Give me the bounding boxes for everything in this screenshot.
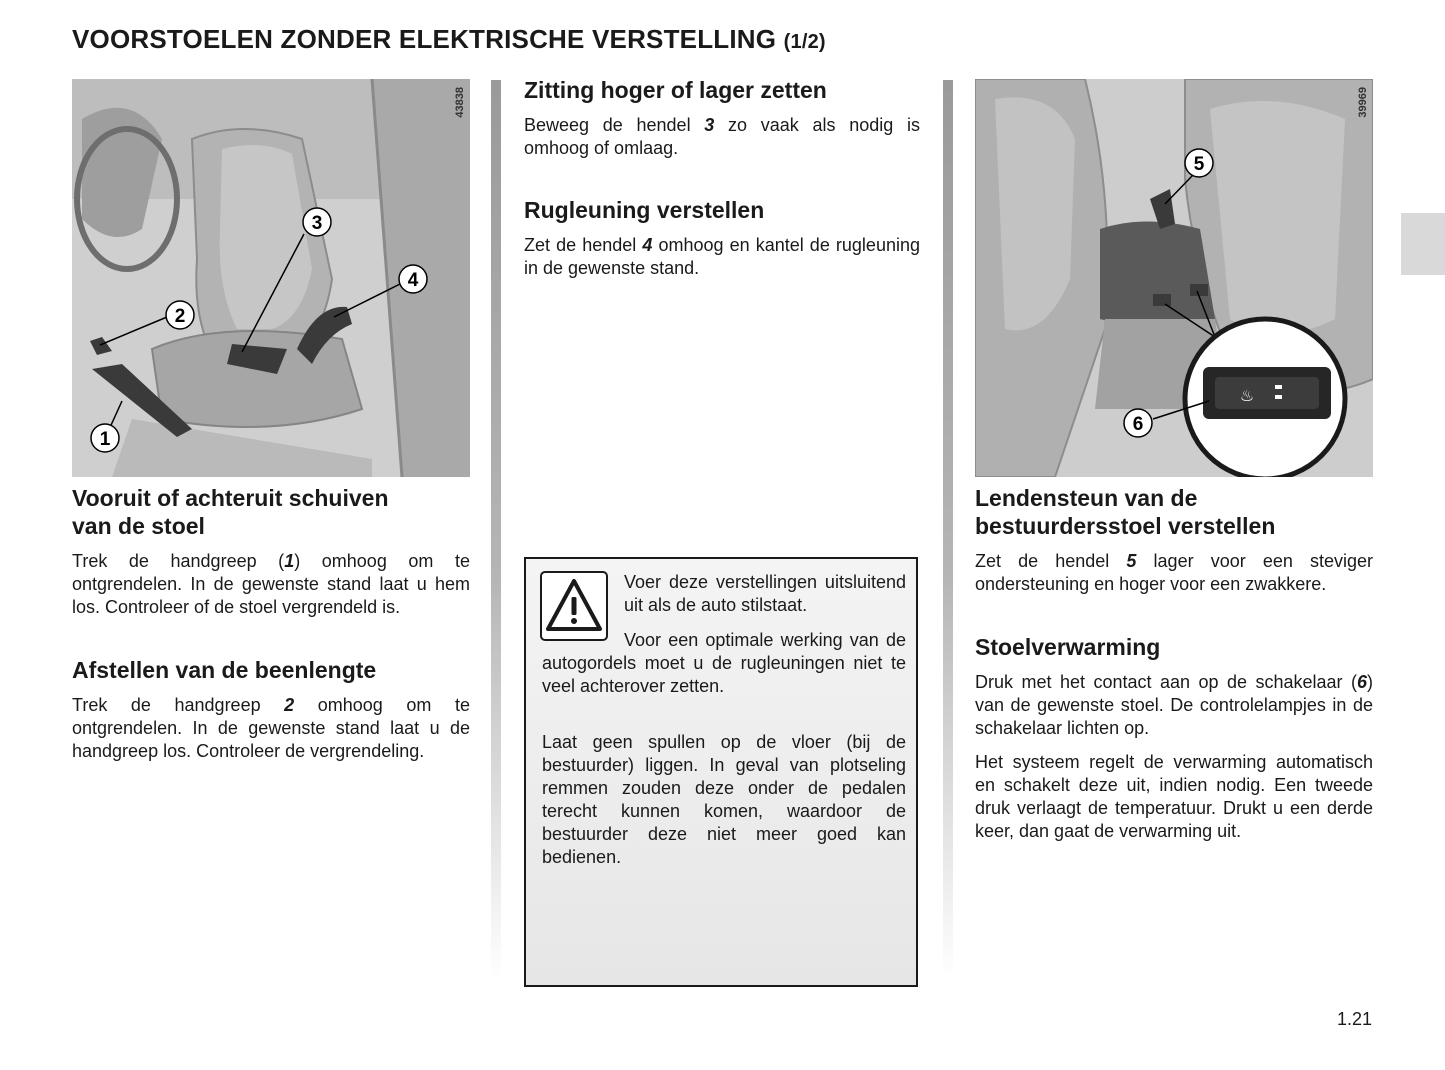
callout-6	[1124, 409, 1152, 437]
column-divider-right	[943, 80, 953, 980]
text-seat-height-a: Beweeg de hendel	[524, 115, 705, 135]
page-title	[72, 24, 826, 55]
page-title-suffix: (1/2)	[783, 31, 826, 53]
text-seat-heating-2: Het systeem regelt de verwarming automatisch en schakelt deze uit, indien nodig. Een tweede druk verlaagt de temperatuur. Drukt u een derde keer, dan gaat de verwarming uit.	[975, 752, 1373, 841]
seat-adjustment-illustration	[72, 79, 470, 477]
warning-text-2: Voor een optimale werking van de autogordels moet u de rugleuningen niet te veel achterover zetten.	[542, 630, 906, 696]
text-lumbar-b: lager voor een steviger ondersteuning en hoger voor een zwakkere.	[975, 551, 1373, 594]
ref-handle-2: 2	[284, 695, 295, 715]
text-leg-length-a: Trek de handgreep	[72, 695, 285, 715]
heading-seat-slide	[72, 484, 470, 540]
text-leg-length	[72, 694, 470, 763]
console-illustration-svg	[975, 79, 1373, 477]
warning-text-3: Laat geen spullen op de vloer (bij de bestuurder) liggen. In geval van plotseling remmen zouden deze onder de pedalen terecht kunnen komen, waardoor de bestuurder deze niet meer goed kan bedienen.	[542, 732, 906, 867]
heading-lumbar	[975, 484, 1373, 540]
text-backrest	[524, 234, 920, 280]
callout-1	[91, 424, 119, 452]
text-seat-heating	[975, 671, 1373, 740]
text-leg-length-b: omhoog om te ontgrendelen. In de gewenste stand laat u de handgreep los. Controleer de vergrendeling.	[72, 695, 470, 761]
text-seat-height	[524, 114, 920, 160]
heading-lumbar-line1: Lendensteun van de	[975, 485, 1198, 511]
heading-lumbar-line2: bestuurdersstoel verstellen	[975, 513, 1276, 539]
page-title-text: VOORSTOELEN ZONDER ELEKTRISCHE VERSTELLING	[72, 24, 777, 54]
callout-2	[166, 301, 194, 329]
heading-backrest: Rugleuning verstellen	[524, 197, 765, 223]
svg-text:♨: ♨	[1239, 386, 1255, 405]
heading-seat-slide-line1: Vooruit of achteruit schuiven	[72, 485, 389, 511]
callout-3-label: 3	[311, 213, 323, 234]
heading-seat-heating: Stoelverwarming	[975, 634, 1161, 660]
chapter-tab-marker	[1401, 213, 1445, 275]
ref-switch-6: 6	[1356, 672, 1367, 692]
figure-reference-number: 39969	[1357, 87, 1369, 118]
callout-1-label: 1	[99, 429, 111, 450]
text-seat-heating-a: Druk met het contact aan op de schakelaar (	[975, 672, 1357, 692]
text-seat-slide-a: Trek de handgreep (	[72, 551, 285, 571]
seat-illustration-svg	[72, 79, 470, 477]
callout-5	[1185, 149, 1213, 177]
text-seat-height-b: zo vaak als nodig is omhoog of omlaag.	[524, 115, 921, 158]
callout-4	[399, 265, 427, 293]
text-lumbar	[975, 550, 1373, 596]
column-divider-left	[491, 80, 501, 980]
warning-text-1: Voer deze verstellingen uitsluitend uit als de auto stilstaat.	[624, 572, 906, 615]
lumbar-and-heating-illustration	[975, 79, 1373, 477]
callout-3	[303, 208, 331, 236]
text-backrest-b: omhoog en kantel de rugleuning in de gewenste stand.	[524, 235, 920, 278]
callout-5-label: 5	[1193, 154, 1205, 175]
ref-lever-3: 3	[704, 115, 715, 135]
page-number: 1.21	[1336, 1009, 1372, 1029]
text-seat-heating-b: ) van de gewenste stoel. De controlelampjes in de schakelaar lichten op.	[975, 672, 1373, 738]
figure-reference-number: 43838	[454, 87, 466, 118]
callout-6-label: 6	[1132, 414, 1144, 435]
text-backrest-a: Zet de hendel	[524, 235, 643, 255]
text-seat-slide	[72, 550, 470, 619]
warning-box	[524, 557, 918, 987]
ref-lever-4: 4	[642, 235, 653, 255]
ref-handle-1: 1	[284, 551, 295, 571]
callout-4-label: 4	[407, 270, 419, 291]
heading-leg-length: Afstellen van de beenlengte	[72, 657, 377, 683]
text-seat-slide-b: ) omhoog om te ontgrendelen. In de gewenste stand laat u hem los. Controleer of de stoel vergrendeld is.	[72, 551, 471, 617]
ref-lever-5: 5	[1126, 551, 1137, 571]
text-lumbar-a: Zet de hendel	[975, 551, 1127, 571]
heading-seat-height: Zitting hoger of lager zetten	[524, 77, 827, 103]
heading-seat-slide-line2: van de stoel	[72, 513, 205, 539]
callout-2-label: 2	[174, 306, 186, 327]
